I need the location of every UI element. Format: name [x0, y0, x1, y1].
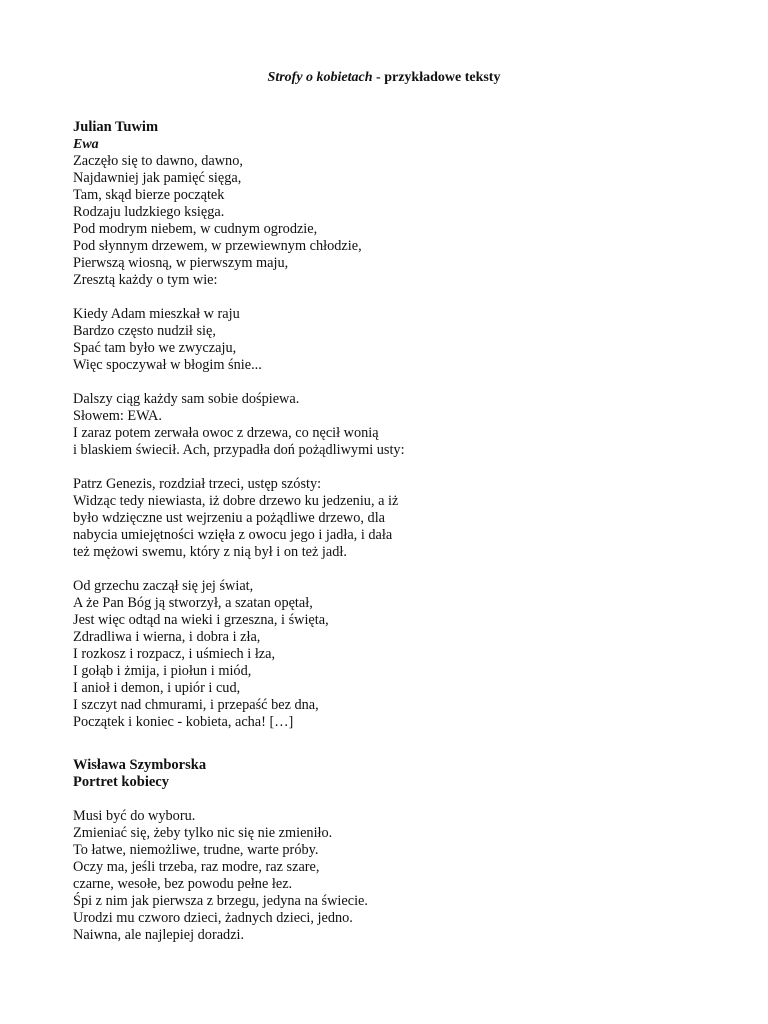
- poem-line: I anioł i demon, i upiór i cud,: [73, 680, 241, 696]
- poem-line: Zdradliwa i wierna, i dobra i zła,: [73, 629, 261, 645]
- poem-line: Pod modrym niebem, w cudnym ogrodzie,: [73, 221, 318, 237]
- poem-line: I szczyt nad chmurami, i przepaść bez dna,: [73, 697, 319, 713]
- poem-line: Zmieniać się, żeby tylko nic się nie zmieniło.: [73, 825, 333, 841]
- stanza: [73, 391, 713, 459]
- poem-line: czarne, wesołe, bez powodu pełne łez.: [73, 876, 293, 892]
- poem-body: [73, 153, 713, 731]
- poem-line: Jest więc odtąd na wieki i grzeszna, i święta,: [73, 612, 329, 628]
- poem-line: I rozkosz i rozpacz, i uśmiech i łza,: [73, 646, 276, 662]
- poem-line: też mężowi swemu, który z nią był i on też jadł.: [73, 544, 347, 560]
- poem-line: A że Pan Bóg ją stworzył, a szatan opętał,: [73, 595, 313, 611]
- poem-line: nabycia umiejętności wzięła z owocu jego i jadła, i dała: [73, 527, 393, 543]
- document-title: [0, 69, 768, 86]
- poem-line: Spać tam było we zwyczaju,: [73, 340, 237, 356]
- poem-line: Kiedy Adam mieszkał w raju: [73, 306, 240, 322]
- poem-line: I zaraz potem zerwała owoc z drzewa, co nęcił wonią: [73, 425, 379, 441]
- poem-line: Słowem: EWA.: [73, 408, 162, 424]
- stanza: [73, 153, 713, 289]
- szymborska-section: [73, 757, 713, 944]
- poem-line: Od grzechu zaczął się jej świat,: [73, 578, 254, 594]
- poem-line: Zaczęło się to dawno, dawno,: [73, 153, 243, 169]
- poem-line: Widząc tedy niewiasta, iż dobre drzewo ku jedzeniu, a iż: [73, 493, 399, 509]
- poem-line: Tam, skąd bierze początek: [73, 187, 225, 203]
- stanza: [73, 808, 713, 944]
- poem-line: Pierwszą wiosną, w pierwszym maju,: [73, 255, 289, 271]
- poem-line: Urodzi mu czworo dzieci, żadnych dzieci, jedno.: [73, 910, 353, 926]
- poem-line: Dalszy ciąg każdy sam sobie dośpiewa.: [73, 391, 300, 407]
- poem-line: Pod słynnym drzewem, w przewiewnym chłodzie,: [73, 238, 362, 254]
- poem-line: Początek i koniec - kobieta, acha! […]: [73, 714, 294, 730]
- tuwim-section: [73, 119, 713, 731]
- document-title-rest: - przykładowe teksty: [372, 70, 501, 85]
- poem-body: [73, 808, 713, 944]
- poem-line: Musi być do wyboru.: [73, 808, 196, 824]
- document-title-italic: Strofy o kobietach: [267, 70, 373, 85]
- stanza: [73, 578, 713, 731]
- poem-line: Rodzaju ludzkiego księga.: [73, 204, 225, 220]
- poem-line: Oczy ma, jeśli trzeba, raz modre, raz szare,: [73, 859, 320, 875]
- author-name: Julian Tuwim: [73, 119, 159, 135]
- poem-line: było wdzięczne ust wejrzeniu a pożądliwe drzewo, dla: [73, 510, 386, 526]
- poem-title: Ewa: [73, 137, 99, 152]
- poem-line: Patrz Genezis, rozdział trzeci, ustęp szósty:: [73, 476, 322, 492]
- stanza: [73, 476, 713, 561]
- poem-line: Najdawniej jak pamięć sięga,: [73, 170, 242, 186]
- poem-line: i blaskiem świecił. Ach, przypadła doń pożądliwymi usty:: [73, 442, 405, 458]
- author-name: Wisława Szymborska: [73, 757, 207, 773]
- poem-line: Śpi z nim jak pierwsza z brzegu, jedyna na świecie.: [73, 893, 368, 909]
- poem-line: Bardzo często nudził się,: [73, 323, 216, 339]
- poem-line: Naiwna, ale najlepiej doradzi.: [73, 927, 245, 943]
- stanza: [73, 306, 713, 374]
- poem-line: Zresztą każdy o tym wie:: [73, 272, 218, 288]
- poem-line: To łatwe, niemożliwe, trudne, warte próby.: [73, 842, 319, 858]
- poem-line: Więc spoczywał w błogim śnie...: [73, 357, 262, 373]
- poem-title: Portret kobiecy: [73, 774, 169, 790]
- poem-line: I gołąb i żmija, i piołun i miód,: [73, 663, 252, 679]
